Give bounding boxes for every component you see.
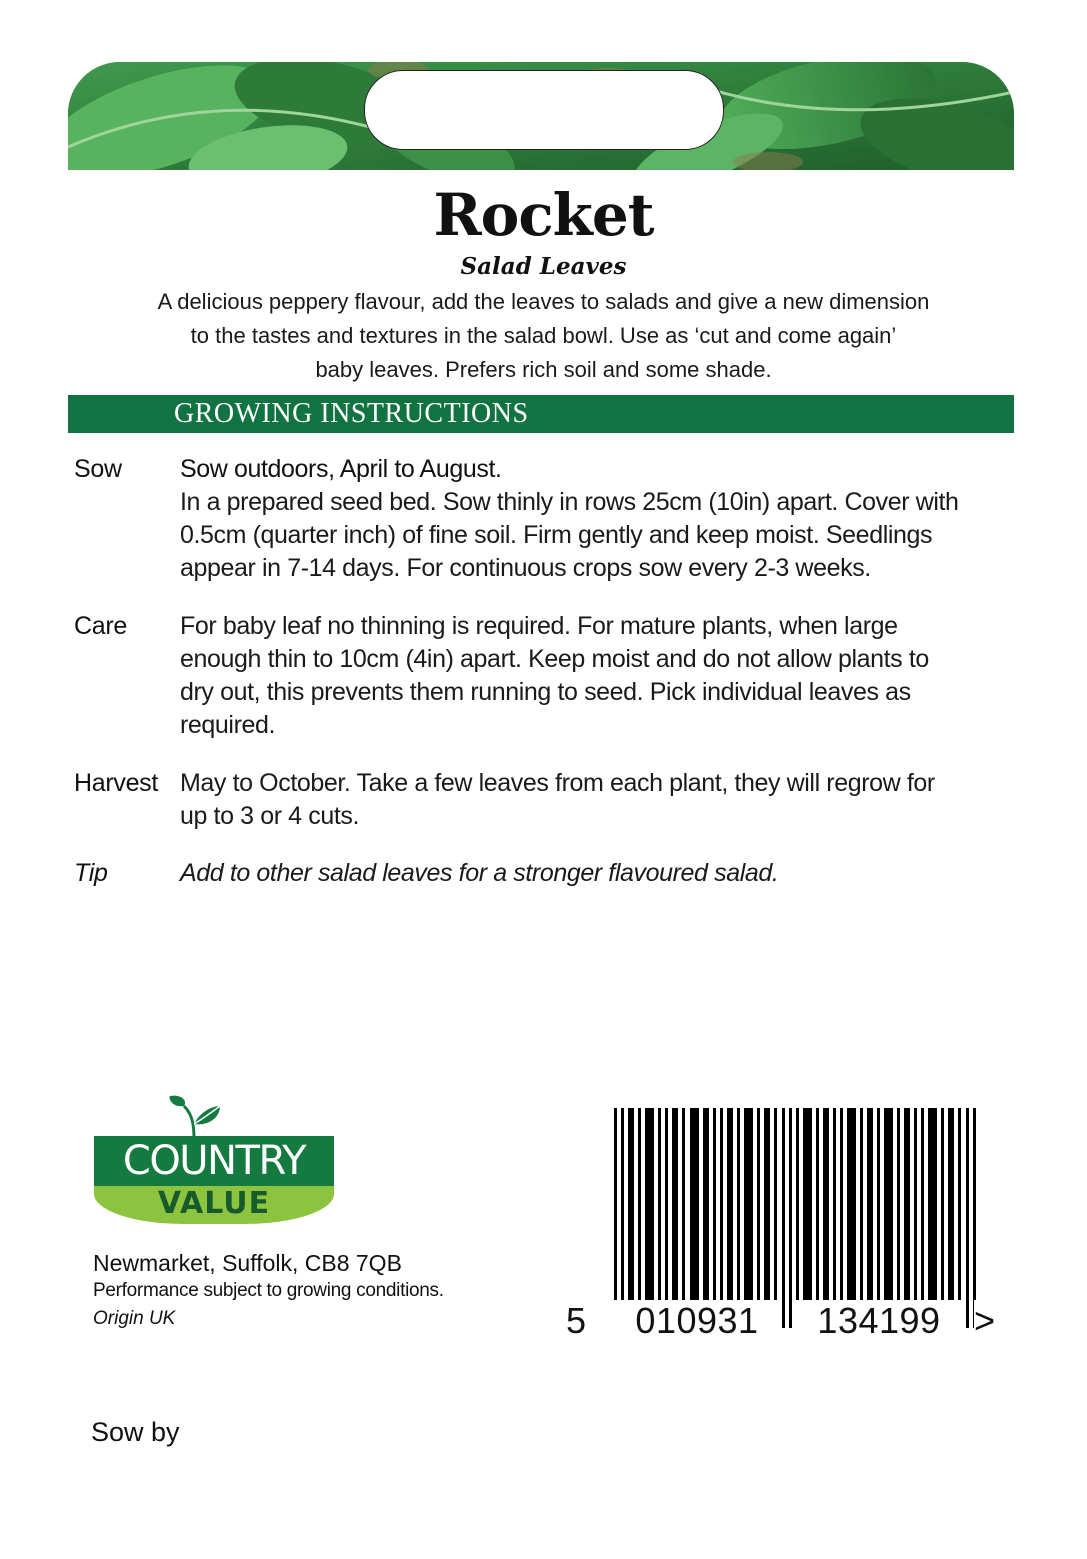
barcode-right-group: 134199 <box>794 1300 964 1342</box>
instruction-text <box>180 610 1010 742</box>
description-line: to the tastes and textures in the salad bowl. Use as ‘cut and come again’ <box>190 323 897 348</box>
logo-country-text: COUNTRY <box>122 1138 306 1184</box>
instruction-line: up to 3 or 4 cuts. <box>180 802 360 830</box>
instruction-text <box>180 857 1010 890</box>
product-title: Rocket <box>433 181 654 249</box>
instruction-line: enough thin to 10cm (4in) apart. Keep moist and do not allow plants to <box>180 645 929 673</box>
barcode-first-digit: 5 <box>566 1300 587 1341</box>
logo-country-band <box>94 1136 334 1186</box>
instruction-label: Tip <box>74 859 108 887</box>
origin-note: Origin UK <box>93 1308 176 1329</box>
instruction-label: Harvest <box>74 769 159 797</box>
hanging-hole <box>364 70 724 150</box>
performance-note: Performance subject to growing conditions. <box>93 1280 444 1301</box>
instruction-lead: Sow outdoors, April to August. <box>180 455 502 483</box>
instruction-line: Add to other salad leaves for a stronger flavoured salad. <box>180 859 779 887</box>
instruction-line: For baby leaf no thinning is required. For mature plants, when large <box>180 612 898 640</box>
barcode <box>566 1108 1012 1340</box>
barcode-left-group: 010931 <box>614 1300 780 1342</box>
description-line: baby leaves. Prefers rich soil and some shade. <box>315 357 772 382</box>
leaf-sprout-icon <box>164 1094 224 1140</box>
logo-value-band <box>94 1186 334 1224</box>
country-value-logo <box>94 1094 336 1228</box>
instruction-label: Sow <box>74 455 122 483</box>
instruction-line: dry out, this prevents them running to seed. Pick individual leaves as <box>180 678 911 706</box>
logo-value-text: VALUE <box>157 1186 271 1221</box>
instruction-label: Care <box>74 612 127 640</box>
barcode-bars <box>566 1108 1012 1328</box>
instruction-line: 0.5cm (quarter inch) of fine soil. Firm gently and keep moist. Seedlings <box>180 521 933 549</box>
barcode-number <box>566 1300 1012 1342</box>
product-description <box>80 285 1007 387</box>
company-address: Newmarket, Suffolk, CB8 7QB <box>93 1250 402 1276</box>
barcode-quiet-zone-arrow: > <box>974 1300 996 1341</box>
description-line: A delicious peppery flavour, add the leaves to salads and give a new dimension <box>157 289 930 314</box>
instruction-line: In a prepared seed bed. Sow thinly in rows 25cm (10in) apart. Cover with <box>180 488 959 516</box>
section-heading: GROWING INSTRUCTIONS <box>174 398 529 429</box>
instruction-text <box>180 767 1010 833</box>
sow-by-label: Sow by <box>91 1417 180 1447</box>
instruction-text <box>180 453 1010 585</box>
instruction-line: May to October. Take a few leaves from each plant, they will regrow for <box>180 769 935 797</box>
instruction-line: appear in 7-14 days. For continuous crops sow every 2-3 weeks. <box>180 554 871 582</box>
product-subtitle: Salad Leaves <box>460 253 627 280</box>
instruction-line: required. <box>180 711 276 739</box>
growing-instructions-bar <box>68 395 1014 433</box>
